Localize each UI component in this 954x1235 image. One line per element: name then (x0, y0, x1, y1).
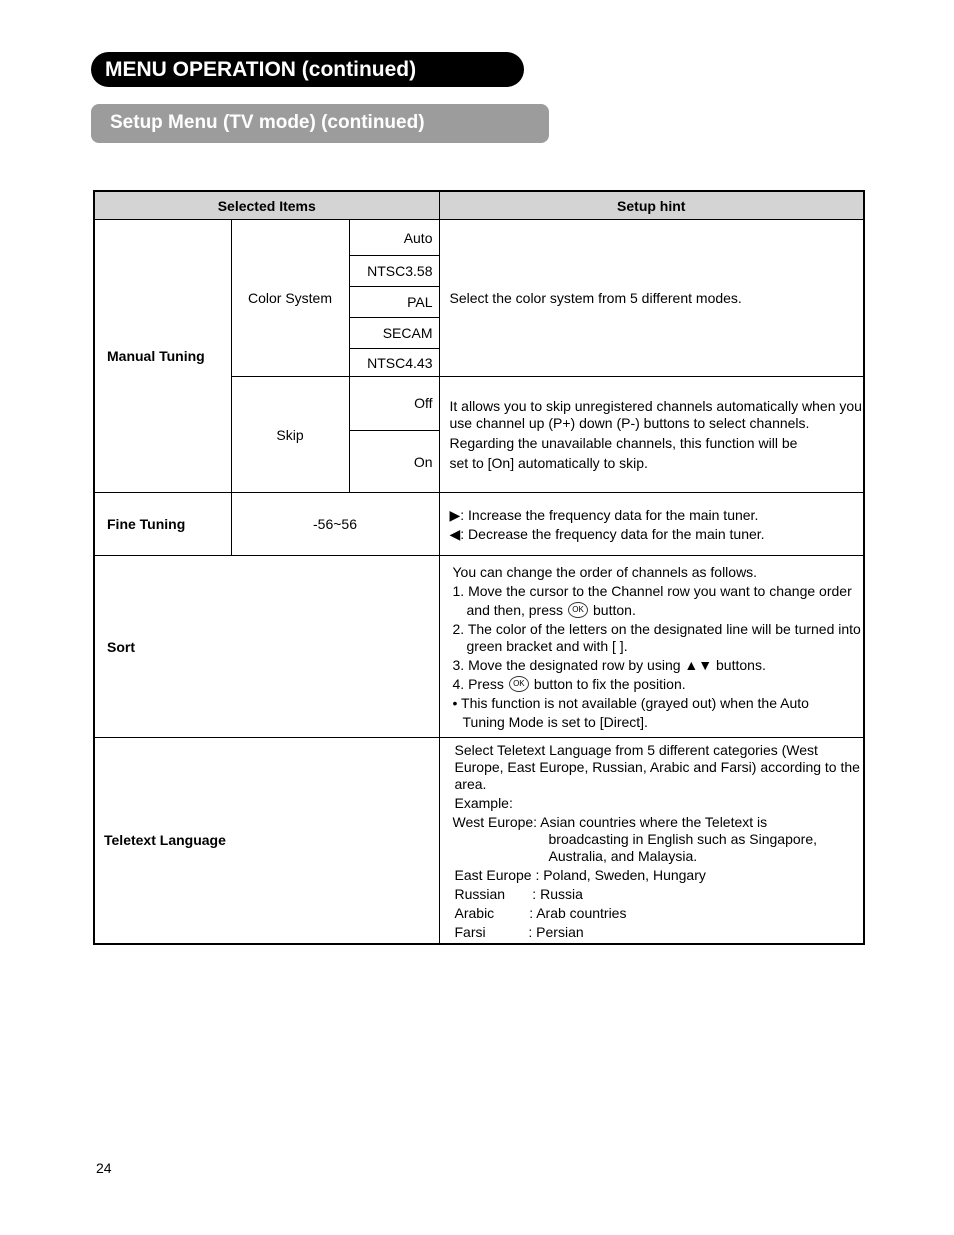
section-title: MENU OPERATION (continued) (91, 52, 524, 87)
sort-hint-line: Tuning Mode is set to [Direct]. (462, 714, 648, 730)
fine-tuning-hint-line: ▶: Increase the frequency data for the main tuner. (449, 506, 759, 523)
ok-button-icon: OK (509, 676, 529, 692)
sort-hint-text: and then, press (466, 602, 564, 618)
fine-tuning-hint (439, 493, 864, 556)
sort-hint (439, 556, 864, 738)
option-auto: Auto (349, 220, 439, 256)
skip-label: Skip (231, 377, 349, 493)
setup-table (93, 190, 865, 945)
sort-hint-line (453, 602, 864, 619)
skip-hint (439, 377, 864, 493)
manual-tuning-label: Manual Tuning (94, 220, 231, 493)
teletext-hint-line: Example: (454, 794, 513, 811)
skip-hint-line: Regarding the unavailable channels, this function will be (449, 434, 798, 451)
teletext-hint-line: Australia, and Malaysia. (548, 847, 698, 864)
teletext-language-label: Teletext Language (94, 738, 439, 944)
option-ntsc358: NTSC3.58 (349, 256, 439, 287)
fine-tuning-label: Fine Tuning (94, 493, 231, 556)
fine-tuning-hint-line: ◀: Decrease the frequency data for the main tuner. (449, 525, 765, 542)
teletext-hint-line: Farsi : Persian (454, 923, 584, 940)
section-subtitle: Setup Menu (TV mode) (continued) (91, 104, 549, 143)
fine-tuning-range: -56~56 (231, 493, 439, 556)
color-system-hint: Select the color system from 5 different modes. (439, 220, 864, 377)
page-number: 24 (96, 1160, 112, 1176)
sort-hint-line: 1. Move the cursor to the Channel row you want to change order (452, 583, 852, 599)
sort-hint-line: You can change the order of channels as follows. (452, 564, 758, 580)
sort-hint-line: • This function is not available (grayed out) when the Auto (452, 695, 809, 711)
sort-hint-text: button. (593, 602, 636, 618)
table-row (94, 556, 864, 738)
teletext-hint (439, 738, 864, 944)
ok-button-icon: OK (568, 602, 588, 618)
teletext-hint-line: East Europe : Poland, Sweden, Hungary (454, 866, 706, 883)
sort-label: Sort (94, 556, 439, 738)
table-header-row (94, 191, 864, 220)
table-row (94, 493, 864, 556)
sort-hint-text: button to fix the position. (533, 676, 686, 692)
teletext-hint-line: broadcasting in English such as Singapore, (548, 830, 818, 847)
table-row (94, 738, 864, 944)
col-header-setup-hint: Setup hint (439, 191, 864, 220)
color-system-label: Color System (231, 220, 349, 377)
option-off: Off (349, 377, 439, 431)
teletext-hint-line: Select Teletext Language from 5 different categories (West Europe, East Europe, Russian, Arabic and Farsi) according to the area. (454, 741, 860, 792)
sort-hint-line: 2. The color of the letters on the designated line will be turned into green bracket and with [ ]. (452, 621, 861, 654)
sort-hint-text: 4. Press (452, 676, 504, 692)
option-on: On (349, 431, 439, 493)
sort-hint-line: 3. Move the designated row by using ▲▼ buttons. (452, 657, 766, 673)
skip-hint-line: It allows you to skip unregistered channels automatically when you use channel up (P+) down (P-) buttons to select channels. (449, 397, 862, 431)
option-secam: SECAM (349, 318, 439, 349)
teletext-hint-line: Arabic : Arab countries (454, 904, 627, 921)
teletext-hint-line: Russian : Russia (454, 885, 583, 902)
skip-hint-line: set to [On] automatically to skip. (449, 454, 648, 471)
option-pal: PAL (349, 287, 439, 318)
col-header-selected-items: Selected Items (94, 191, 439, 220)
table-row (94, 220, 864, 256)
sort-hint-line (453, 676, 864, 693)
teletext-hint-line: West Europe: Asian countries where the Teletext is (452, 813, 768, 830)
option-ntsc443: NTSC4.43 (349, 349, 439, 377)
